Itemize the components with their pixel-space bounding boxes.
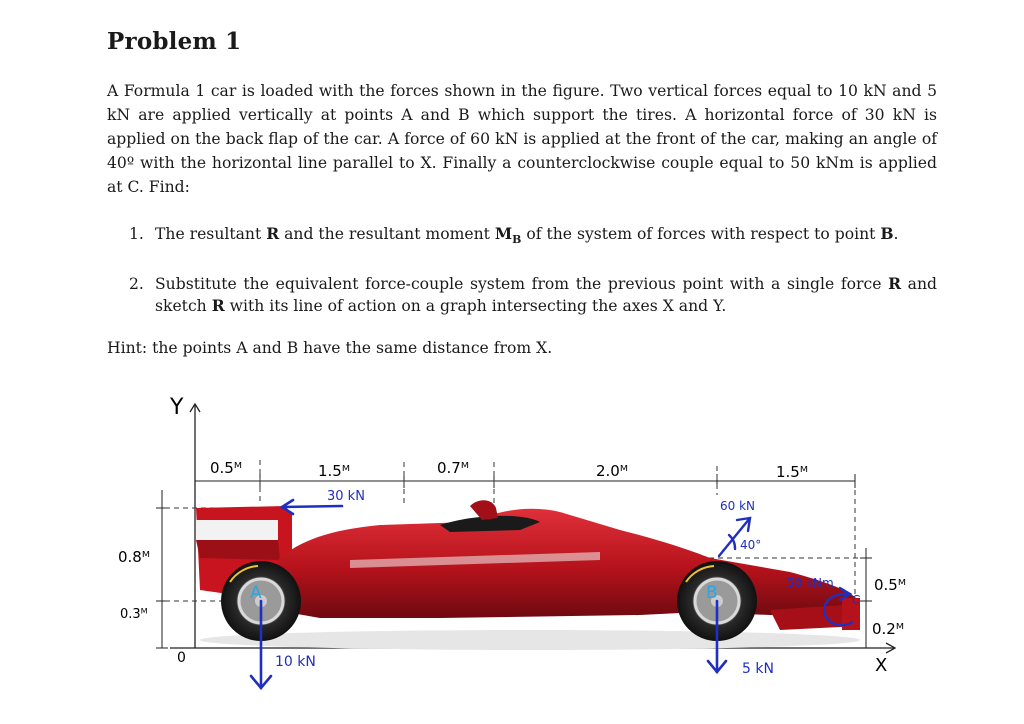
task-bold: B — [880, 224, 894, 243]
point-a-label: A — [250, 583, 262, 603]
formula-1-car-illustration — [196, 500, 860, 650]
point-b-label: B — [706, 583, 718, 603]
dim-1-5: 1.5ᴹ — [318, 462, 351, 480]
origin-label: 0 — [177, 650, 186, 666]
task-bold: R — [266, 224, 280, 243]
task-text: with its line of action on a graph intersecting the axes X and Y. — [224, 297, 727, 316]
dim-0-2-right: 0.2ᴹ — [872, 620, 905, 638]
hint-text: Hint: the points A and B have the same distance from X. — [107, 339, 553, 358]
problem-statement: A Formula 1 car is loaded with the forces shown in the figure. Two vertical forces equal to 10 kN and 5 kN are applied vertically at points A and B which support the tires. A horizontal force of 30 kN is applied on the back flap of the car. A force of 60 kN is applied at the front of the car, making an angle of 40º with the horizontal line parallel to X. Finally a counterclockwise couple equal to 50 kNm is applied at C. Find: — [107, 82, 937, 196]
task-subscript: B — [512, 233, 522, 247]
force-60kn-label: 60 kN — [720, 499, 756, 513]
point-c-label: C — [852, 593, 861, 607]
task-text: of the system of forces with respect to point — [521, 225, 881, 243]
angle-40-label: 40° — [740, 538, 762, 552]
left-dimension-line — [156, 490, 168, 648]
dim-0-7: 0.7ᴹ — [437, 459, 470, 477]
dim-0-5-right: 0.5ᴹ — [874, 576, 907, 594]
task-number: 1. — [129, 225, 144, 243]
task-number: 2. — [129, 275, 144, 294]
x-axis-label: X — [875, 655, 888, 676]
task-bold-main: M — [494, 224, 513, 243]
task-text: . — [893, 225, 899, 243]
task-bold: R — [211, 296, 225, 316]
task-text: Substitute the equivalent force-couple system from the previous point with a single force — [155, 275, 889, 294]
dim-0-8: 0.8ᴹ — [118, 548, 151, 566]
force-10kn-label: 10 kN — [275, 654, 316, 670]
y-axis-label: Y — [170, 395, 184, 420]
task-text: and sketch — [155, 275, 937, 316]
dim-0-5: 0.5ᴹ — [210, 459, 243, 477]
task-text: The resultant — [155, 225, 267, 243]
task-text: and the resultant moment — [279, 225, 495, 243]
dim-0-3: 0.3ᴹ — [120, 607, 148, 622]
force-30kn-label: 30 kN — [327, 489, 365, 504]
force-5kn-label: 5 kN — [742, 661, 774, 677]
couple-50knm-label: 50 kNm — [787, 576, 834, 590]
point-b-marker — [706, 583, 718, 603]
dim-2-0: 2.0ᴹ — [596, 462, 629, 480]
task-bold: R — [888, 274, 902, 294]
top-dimension-line — [195, 474, 855, 488]
problem-title: Problem 1 — [107, 28, 242, 55]
dim-1-5-right: 1.5ᴹ — [776, 463, 809, 481]
right-dimension-line — [860, 548, 872, 648]
